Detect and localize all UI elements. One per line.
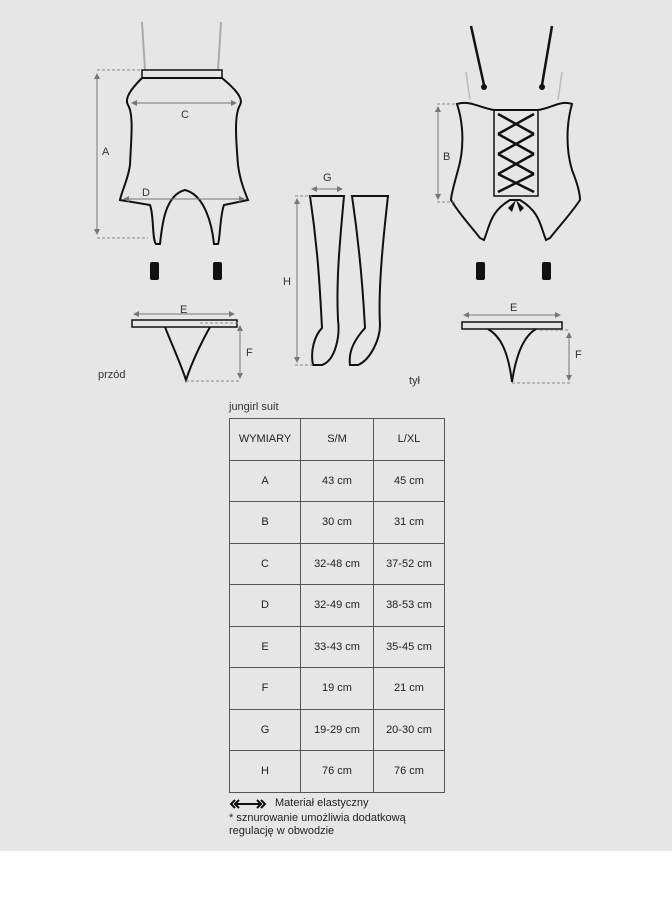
back-garter-clip-left: [476, 262, 485, 280]
front-bodice: [120, 22, 248, 280]
table-cell: 31 cm: [374, 502, 445, 544]
dim-label-c: C: [181, 109, 189, 121]
table-row: [230, 502, 445, 544]
front-thong: [132, 320, 237, 380]
table-cell: 43 cm: [301, 460, 374, 502]
garter-clip-right: [213, 262, 222, 280]
table-row: [230, 460, 445, 502]
table-cell: A: [230, 460, 301, 502]
table-cell: F: [230, 668, 301, 710]
stockings: [310, 196, 388, 365]
garter-clip-left: [150, 262, 159, 280]
table-header: WYMIARY: [230, 419, 301, 461]
table-row: [230, 543, 445, 585]
table-header-row: [230, 419, 445, 461]
table-cell: C: [230, 543, 301, 585]
front-strap-right: [218, 22, 221, 70]
back-garter-clip-right: [542, 262, 551, 280]
dim-label-e-front: E: [180, 304, 188, 316]
table-cell: 76 cm: [301, 751, 374, 793]
table-cell: 38-53 cm: [374, 585, 445, 627]
table-cell: H: [230, 751, 301, 793]
table-cell: 45 cm: [374, 460, 445, 502]
lacing-note-line2: regulację w obwodzie: [229, 825, 335, 837]
table-row: [230, 585, 445, 627]
dim-label-f-front: F: [246, 347, 253, 359]
size-table: [229, 418, 445, 793]
table-cell: 37-52 cm: [374, 543, 445, 585]
dim-label-f-back: F: [575, 349, 582, 361]
table-cell: 32-49 cm: [301, 585, 374, 627]
table-cell: 32-48 cm: [301, 543, 374, 585]
table-cell: 20-30 cm: [374, 709, 445, 751]
lacing-note-line1: * sznurowanie umożliwia dodatkową: [229, 812, 406, 824]
front-label: przód: [98, 369, 126, 381]
dim-label-e-back: E: [510, 302, 518, 314]
table-row: [230, 668, 445, 710]
table-header: S/M: [301, 419, 374, 461]
product-name: jungirl suit: [229, 401, 279, 413]
table-cell: 21 cm: [374, 668, 445, 710]
table-cell: 19-29 cm: [301, 709, 374, 751]
table-row: [230, 751, 445, 793]
front-strap-left: [142, 22, 145, 70]
back-label: tył: [409, 375, 420, 387]
table-row: [230, 709, 445, 751]
table-cell: 35-45 cm: [374, 626, 445, 668]
table-cell: D: [230, 585, 301, 627]
elastic-arrow-icon: [229, 798, 267, 810]
dim-label-g: G: [323, 172, 332, 184]
back-thong: [462, 322, 562, 382]
table-cell: 76 cm: [374, 751, 445, 793]
table-cell: 33-43 cm: [301, 626, 374, 668]
table-cell: B: [230, 502, 301, 544]
garment-diagram: [0, 0, 672, 400]
table-row: [230, 626, 445, 668]
table-cell: 19 cm: [301, 668, 374, 710]
table-header: L/XL: [374, 419, 445, 461]
legend: [229, 797, 406, 838]
dim-label-a: A: [102, 146, 110, 158]
dim-label-h: H: [283, 276, 291, 288]
table-cell: 30 cm: [301, 502, 374, 544]
legend-elastic-label: Materiał elastyczny: [275, 797, 369, 809]
dim-label-b: B: [443, 151, 451, 163]
table-cell: G: [230, 709, 301, 751]
table-cell: E: [230, 626, 301, 668]
back-bodice: [451, 26, 580, 280]
dim-label-d: D: [142, 187, 150, 199]
